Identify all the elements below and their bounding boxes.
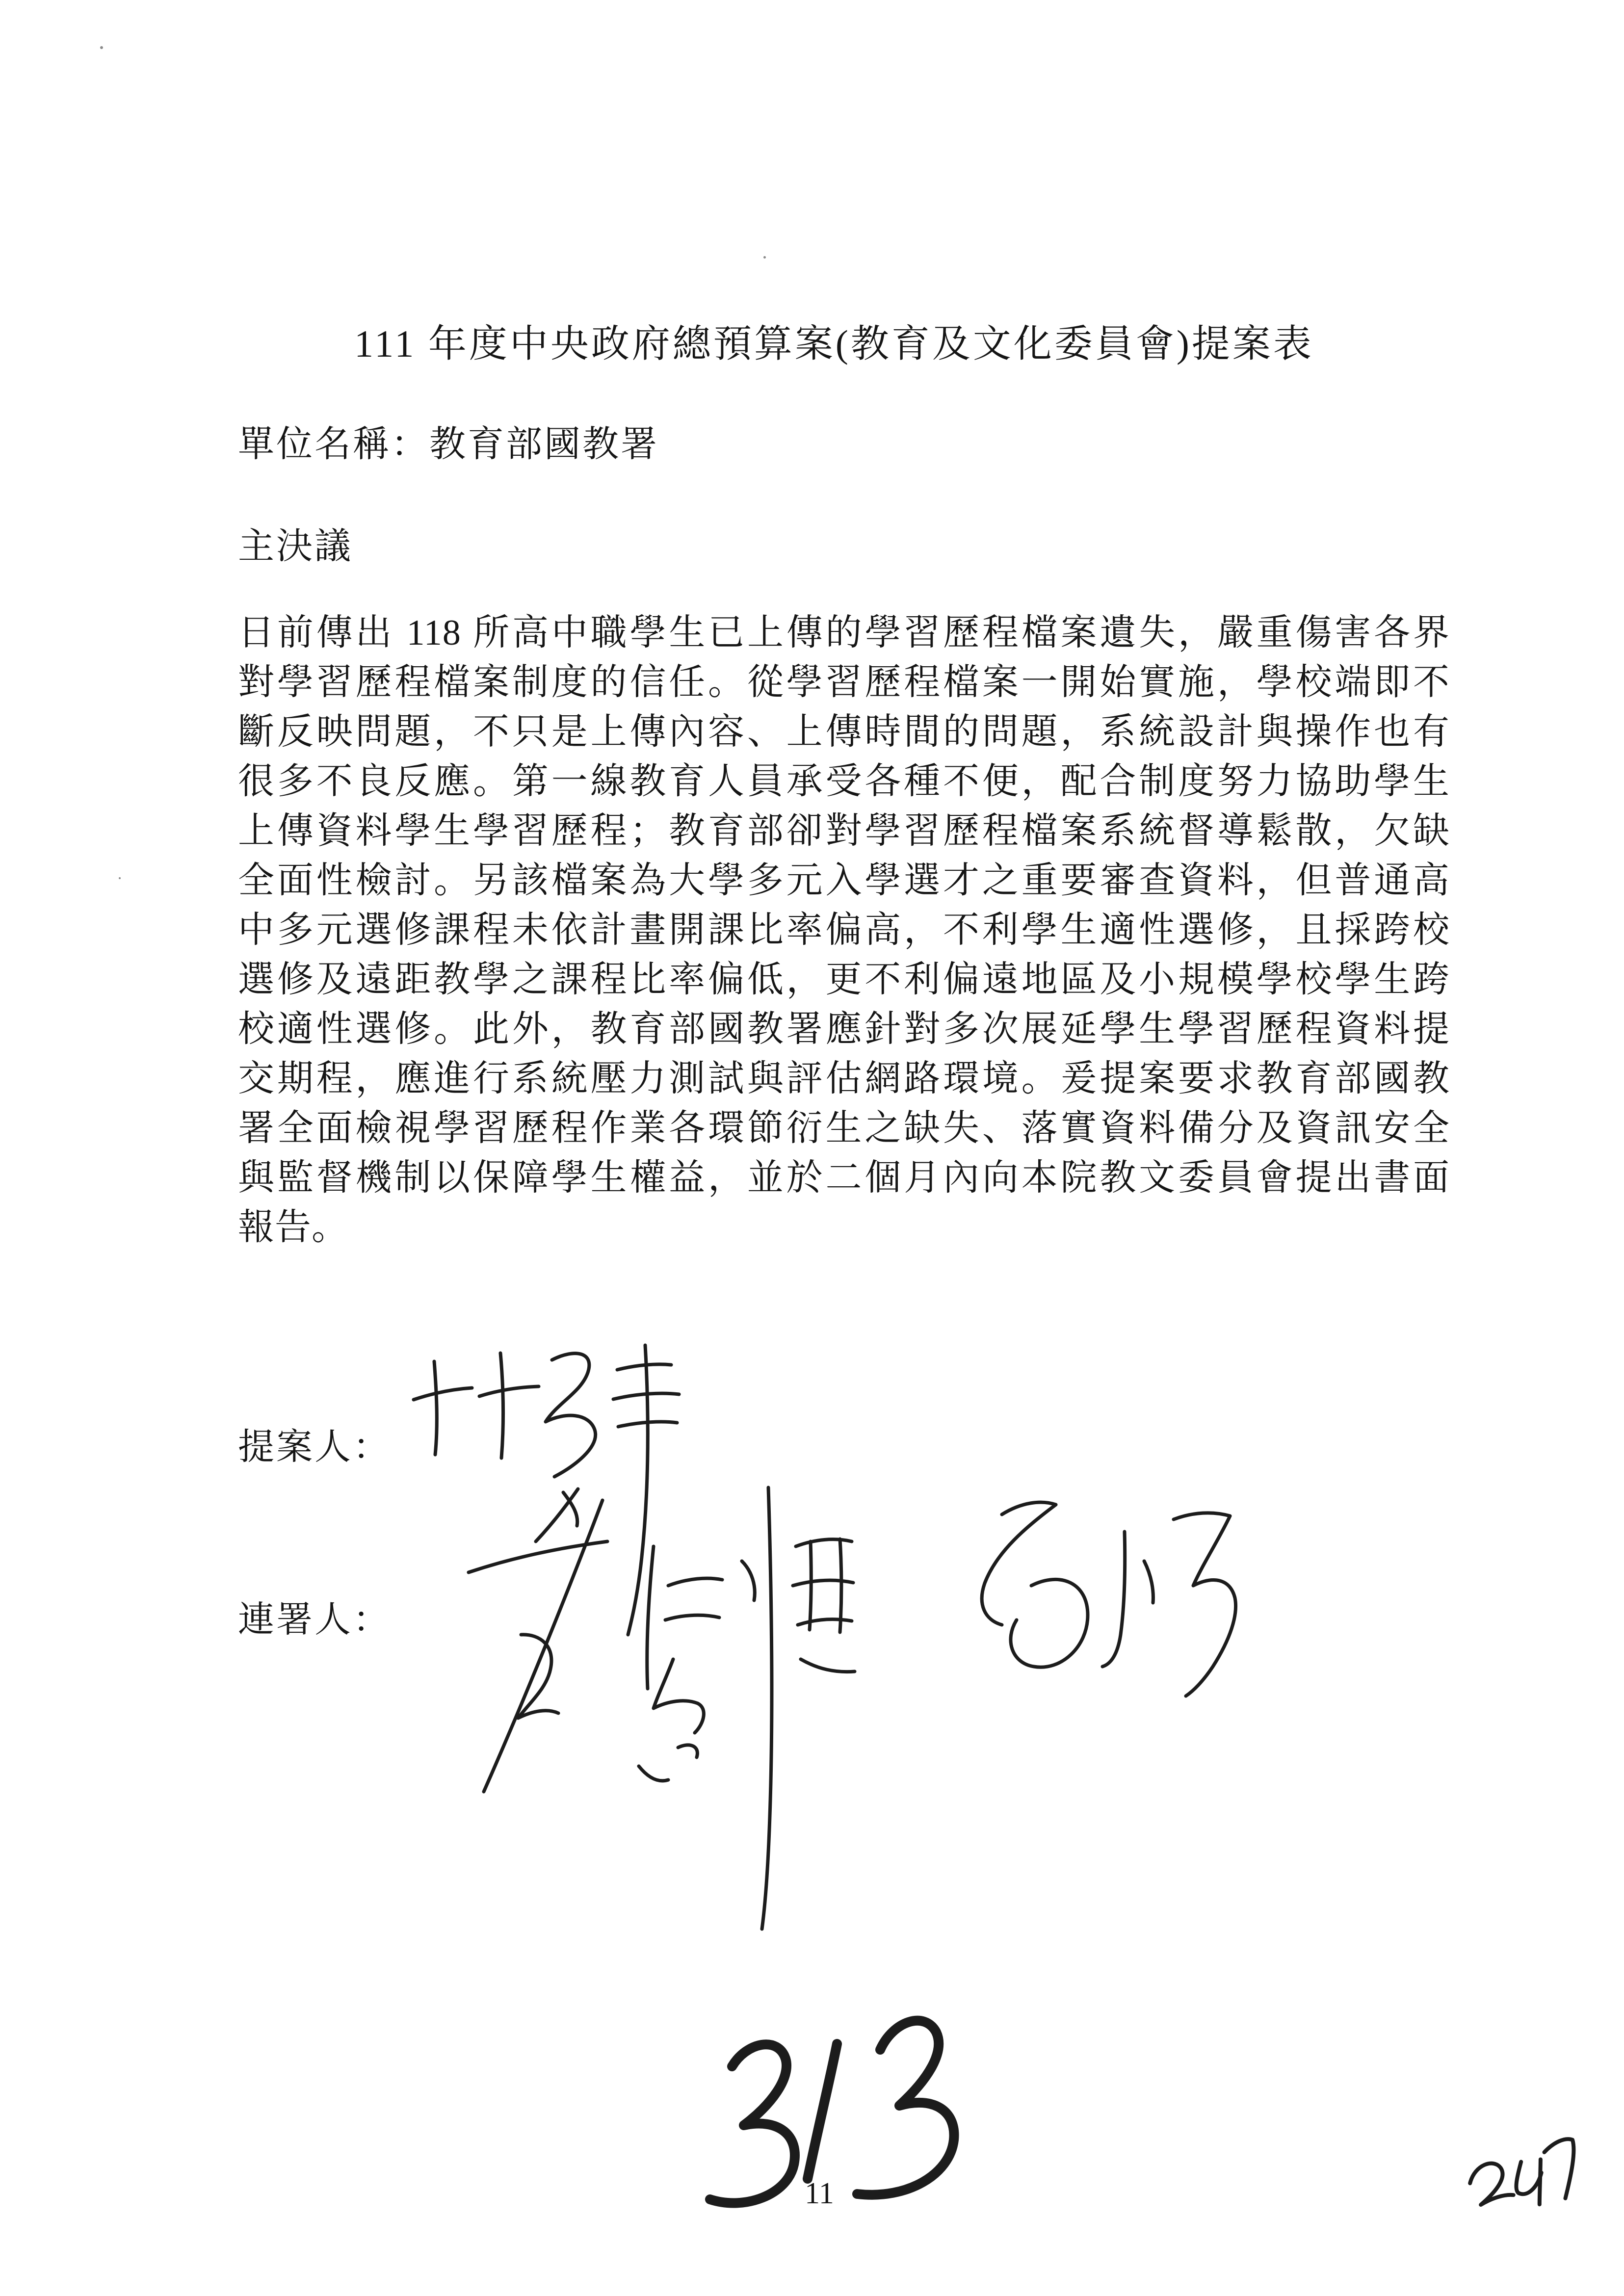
- scan-noise-speck: [119, 877, 121, 879]
- body-line: 日前傳出 118 所高中職學生已上傳的學習歷程檔案遺失，嚴重傷害各界: [238, 613, 1450, 653]
- body-line: 全面性檢討。另該檔案為大學多元入學選才之重要審查資料，但普通高: [238, 861, 1450, 901]
- page-number: 11: [805, 2177, 834, 2210]
- cosigner-signature-1: [469, 1487, 855, 1929]
- body-line: 上傳資料學生學習歷程；教育部卻對學習歷程檔案系統督導鬆散，欠缺: [238, 811, 1450, 851]
- signature-stroke: [414, 1345, 679, 1635]
- body-line: 斷反映問題，不只是上傳內容、上傳時間的問題，系統設計與操作也有: [238, 712, 1450, 752]
- handwritten-digit-stroke: [1466, 2138, 1583, 2216]
- body-line: 對學習歷程檔案制度的信任。從學習歷程檔案一開始實施，學校端即不: [238, 662, 1450, 703]
- body-line: 報告。: [238, 1207, 348, 1248]
- document-title: 111 年度中央政府總預算案(教育及文化委員會)提案表: [354, 322, 1314, 365]
- body-line: 中多元選修課程未依計畫開課比率偏高，不利學生適性選修，且採跨校: [238, 910, 1450, 950]
- signature-stroke: [469, 1487, 855, 1929]
- body-line: 交期程，應進行系統壓力測試與評估網路環境。爰提案要求教育部國教: [238, 1059, 1450, 1099]
- handwritten-case-number: [710, 2021, 954, 2203]
- scan-noise-speck: [100, 46, 103, 49]
- body-line: 選修及遠距教學之課程比率偏低，更不利偏遠地區及小規模學校學生跨: [238, 960, 1450, 1000]
- body-line: 署全面檢視學習歷程作業各環節衍生之缺失、落實資料備分及資訊安全: [238, 1108, 1450, 1148]
- section-heading-main-resolution: 主決議: [238, 526, 353, 567]
- cosigner-signature-2: [982, 1502, 1235, 1696]
- unit-name-line: 單位名稱：教育部國教署: [238, 424, 659, 465]
- scan-noise-speck: [763, 256, 766, 259]
- body-line: 很多不良反應。第一線教育人員承受各種不便，配合制度努力協助學生: [238, 761, 1450, 802]
- proposer-label: 提案人：: [238, 1427, 391, 1467]
- handwritten-corner-number: [1466, 2138, 1583, 2216]
- proposer-signature: [414, 1345, 679, 1635]
- body-line: 與監督機制以保障學生權益，並於二個月內向本院教文委員會提出書面: [238, 1158, 1450, 1198]
- handwritten-digit-stroke: [710, 2021, 954, 2203]
- cosigner-label: 連署人：: [238, 1600, 391, 1640]
- body-line: 校適性選修。此外，教育部國教署應針對多次展延學生學習歷程資料提: [238, 1009, 1450, 1049]
- signature-stroke: [982, 1502, 1235, 1696]
